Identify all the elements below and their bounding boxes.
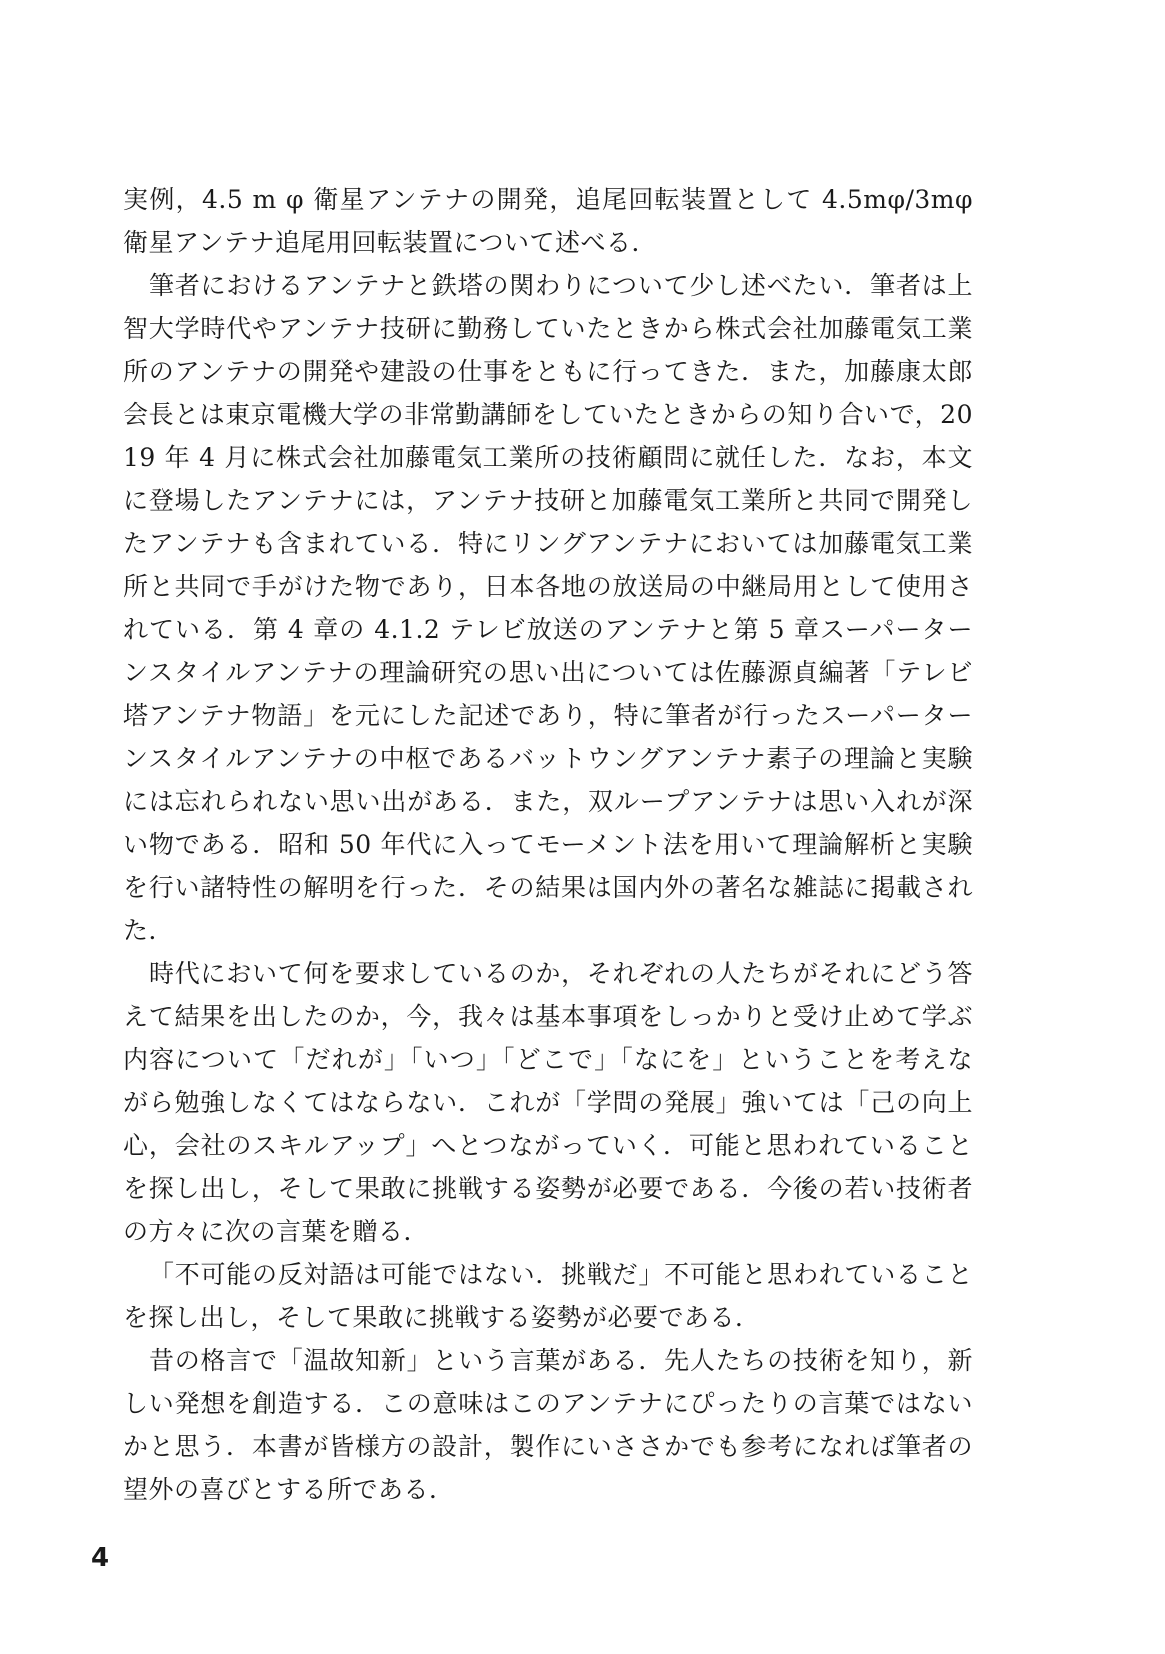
paragraph: 時代において何を要求しているのか，それぞれの人たちがそれにどう答えて結果を出したのか，今，我々は基本事項をしっかりと受け止めて学ぶ内容について「だれが」「いつ」「どこで」「なにを」ということを考えながら勉強しなくてはならない．これが「学問の発展」強いては「己の向上心，会社のスキルアップ」へとつながっていく．可能と思われていることを探し出し，そして果敢に挑戦する姿勢が必要である．今後の若い技術者の方々に次の言葉を贈る． [123, 959, 973, 1246]
page-number: 4 [91, 1543, 110, 1573]
paragraph: 筆者におけるアンテナと鉄塔の関わりについて少し述べたい．筆者は上智大学時代やアンテナ技研に勤務していたときから株式会社加藤電気工業所のアンテナの開発や建設の仕事をともに行ってきた．また，加藤康太郎会長とは東京電機大学の非常勤講師をしていたときからの知り合いで，2019 年 4 月に株式会社加藤電気工業所の技術顧問に就任した．なお，本文に登場したアンテナには，アンテナ技研と加藤電気工業所と共同で開発したアンテナも含まれている．特にリングアンテナにおいては加藤電気工業所と共同で手がけた物であり，日本各地の放送局の中継局用として使用されている．第 4 章の 4.1.2 テレビ放送のアンテナと第 5 章スーパーターンスタイルアンテナの理論研究の思い出については佐藤源貞編著「テレビ塔アンテナ物語」を元にした記述であり，特に筆者が行ったスーパーターンスタイルアンテナの中枢であるバットウングアンテナ素子の理論と実験には忘れられない思い出がある．また，双ループアンテナは思い入れが深い物である．昭和 50 年代に入ってモーメント法を用いて理論解析と実験を行い諸特性の解明を行った．その結果は国内外の著名な雑誌に掲載された． [123, 271, 973, 945]
paragraph: 「不可能の反対語は可能ではない．挑戦だ」不可能と思われていることを探し出し，そして果敢に挑戦する姿勢が必要である． [123, 1260, 973, 1332]
body-text [123, 178, 973, 1511]
paragraph: 昔の格言で「温故知新」という言葉がある．先人たちの技術を知り，新しい発想を創造する．この意味はこのアンテナにぴったりの言葉ではないかと思う．本書が皆様方の設計，製作にいささかでも参考になれば筆者の望外の喜びとする所である． [123, 1346, 973, 1504]
paragraph: 実例，4.5 m φ 衛星アンテナの開発，追尾回転装置として 4.5mφ/3mφ 衛星アンテナ追尾用回転装置について述べる． [123, 185, 973, 257]
